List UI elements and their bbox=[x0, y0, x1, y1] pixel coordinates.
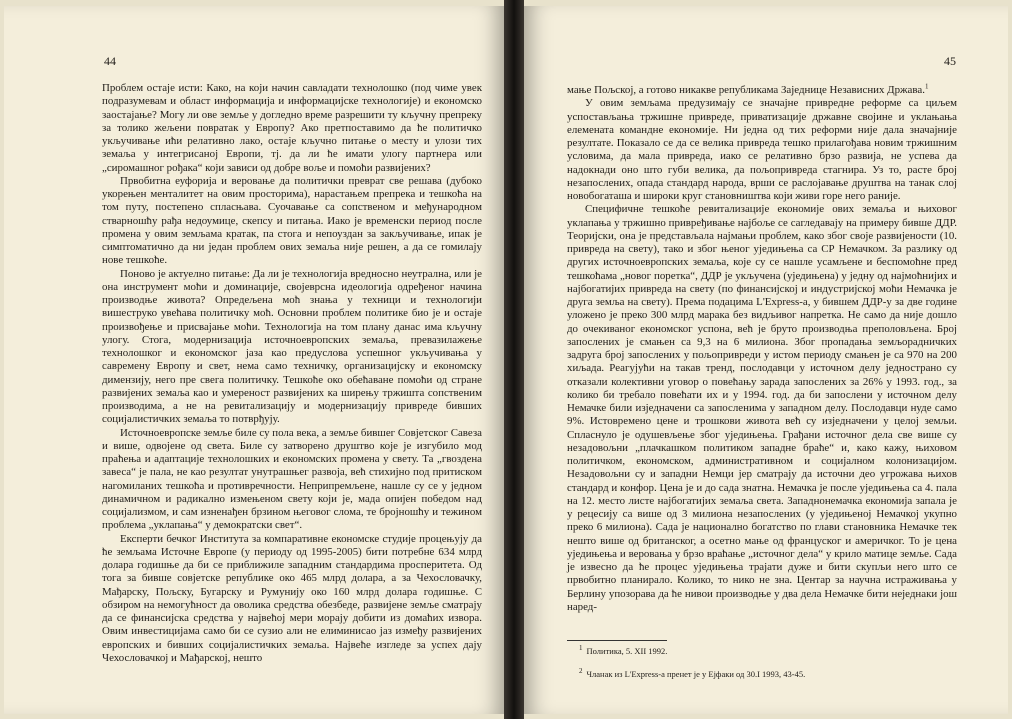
paragraph: У овим земљама предузимају се значајне привредне реформе са циљем успостављања тржишне привреде, приватизације државне својине и уклањања елемената командне економије. Ни једна од тих реформи није дала значајније резултате. Показало се да се велика привреда тешко прилагођава новим тржишним условима, да мала привреда, иако се релативно брзо развија, не успева да надокнади оно што губи велика, да пољопривреда стагнира. Уз то, расте број незапослених, опада стандард народа, врши се раслојавање друштва на танак слој новобогаташа и широки круг становништва који живи горе него раније. bbox=[567, 97, 957, 202]
paragraph-text: мање Пољској, а готово никакве републикама Заједнице Независних Држава. bbox=[567, 84, 925, 96]
paragraph: Поново је актуелно питање: Да ли је технологија вредносно неутрална, или је она инструмент моћи и доминације, својеврсна идеологија одређеног начина производње живота? Опредељена моћ знања у техници и технологији вишеструко увећава политичку моћ. Основни проблем политике био је и остаје произвођење и присвајање моћи. Технологија на том плану данас има кључну улогу. Стога, модернизација источноевропских земаља, превазилажење технолошког и економског јаза као предуслова успешног укључивања у савремену Европу и свет, нема само техничку, организацијску и економску димензију, него пре свега политичку. Тешкоће око обећаване помоћи од стране развијених земаља као и умереност развијених ка ширењу тржишта сопственим производима, а не на ревитализацију и модернизацију привреде бивших социјалистичких земаља то потврђују. bbox=[102, 267, 482, 426]
paragraph: Специфичне тешкоће ревитализације економије ових земаља и њиховог уклапања у тржишно привређивање најбоље се сагледавају на примеру бивше ДДР. Теоријски, она је представљала најмањи проблем, како због своје развијености (10. привреда на свету), тако и због њеног уједињења са СР Немачком. За разлику од других источноевропских земаља, које су се нашле усамљене и беспомоћне пред тешкоћама „новог поретка“, ДДР је укључена (уједињена) у једну од најмоћнијих и најбогатијих привреда на свету (по финансијској и индустријској моћи Немачка је друга земља на свету). Према подацима L'Express-а, у бившем ДДР-у за две године уложено је преко 300 млрд марака без видљивог напретка. Не само да није дошло до очекиваног економског успона, већ је бруто производња преполовљена. Број запослених је смањен са 9,3 на 6 милиона. Због пропадања земљорадничких задруга број запослених у пољопривреди у истом периоду смањен је са 970 на 200 хиљада. Реагујући на такав тренд, послодавци у источном делу једнострано су отказали колективни уговор о повећању зарада запослених за 26% у 1993. год., за колико би требало повећати их и у 1994. год. да би запослени у источном делу Немачке били изједначени са запосленима у западном делу. Послодавци нуде само 9%. Истовремено цене и трошкови живота већ су изједначени у целој земљи. Спласнуло је одушевљење због уједињења. Грађани источног дела све више су незадовољни „плачкашком политиком западне браће“ и, како кажу, њиховом политичком, економском, административном и социјалном колонизацијом. Незадовољни су и западни Немци јер сматрају да источни део угрожава њихов стандард и конфор. Цена је и до сада знатна. Немачка је после уједињења са 4. пала на 12. место листе најбогатијих земаља света. Западнонемачка економија запала је у рецесију са више од 3 милиона незапослених (у уједињеној Немачкој укупно преко 6 милиона). Сада је национално богатство по глави становника Немачке тек нешто више од британског, а осетно мање од француског и америчког. То је цена уједињења и веровања у брзо враћање „источног дела“ у крило матице земље. Сада је извесно да ће процес уједињења трајати дуже и бити скупљи него што се првобитно планирало. Колико, то нико не зна. Центар за научна истраживања у Берлину упозорава да ће нивои производње у два дела Немачке бити неједнаки још наред- bbox=[567, 203, 957, 613]
footnote-text: Политика, 5. XII 1992. bbox=[586, 646, 668, 656]
page-body bbox=[102, 82, 482, 665]
page-number: 44 bbox=[104, 54, 116, 68]
paragraph: Првобитна еуфорија и веровање да политички преврат све решава (дубоко укорењен менталитет на овим просторима), нарастањем препрека и тешкоћа на том путу, постепено спласњава. Суочавање са сопственом и међународном стварношћу рађа недоумице, скепсу и питања. Иако је временски период после промена у овим земљама кратак, па стога и непоуздан за закључивање, ипак је симптоматично да ни један проблем ових земаља није решен, а да се гомилају нове тешкоће. bbox=[102, 174, 482, 267]
book-gutter bbox=[504, 0, 524, 719]
right-page bbox=[524, 6, 1008, 714]
footnote-marker: 1 bbox=[924, 82, 929, 91]
paragraph bbox=[567, 84, 957, 97]
footnote-separator bbox=[567, 640, 667, 641]
footnote-number: 2 bbox=[579, 667, 583, 676]
footnote bbox=[579, 646, 667, 657]
page-body bbox=[567, 84, 957, 614]
footnote-number: 1 bbox=[579, 644, 583, 653]
paragraph: Проблем остаје исти: Како, на који начин савладати технолошко (под чиме увек подразумевам и област информација и информацијске технологије) и економско заостајање? Могу ли ове земље у догледно време разрешити ту кључну препреку за толико жељени повратак у Европу? Ако претпоставимо да ће политичко укључивање ићи релативно лако, остаје кључно питање о месту и улози тих земаља у интегрисаној Европи, тј. да ли ће имати улогу партнера или „сиромашног рођака“ који зависи од добре воље и помоћи развијених? bbox=[102, 82, 482, 174]
left-page bbox=[4, 6, 504, 714]
paragraph: Источноевропске земље биле су пола века, а земље бившег Совјетског Савеза и више, одвојене од света. Биле су затворено друштво које је изгубило мод праћења и адаптације технолошких и економских промена у свету. Та „гвоздена завеса“ је пала, не као резултат унутрашњег развоја, већ стихијно под притиском нагомиланих тешкоћа и противречности. Неприпремљене, нашле су се у једном динамичном и радикално измењеном свету који је, мада опијен победом над социјализмом, и сам изненађен брзином његовог слома, те бројношћу и тежином проблема „уклапања“ у демократски свет“. bbox=[102, 426, 482, 532]
footnote-text: Чланак из L'Express-a пренет је у Ејфаки од 30.I 1993, 43-45. bbox=[586, 669, 806, 679]
page-number: 45 bbox=[944, 54, 956, 68]
paragraph: Експерти бечког Института за компаративне економске студије процењују да ће земљама Источне Европе (у периоду од 1995-2005) бити потребне 634 млрд долара годишње да би се приближиле западним стандардима просперитета. Од тога за бивше совјетске републике око 465 млрд долара, а за Чехословачку, Мађарску, Пољску, Бугарску и Румунију око 160 млрд долара годишње. С обзиром на немогућност да оволика средства обезбеде, развијене земље сматрају да се финансијска средства у највећој мери морају добити из домаћих извора. Овим инвестицијама само би се сузио али не елиминисао јаз између развијених европских и бивших социјалистичких земаља. Највеће изгледе за успех дају Чехословачкој и Мађарској, нешто bbox=[102, 532, 482, 664]
footnote bbox=[579, 669, 805, 680]
